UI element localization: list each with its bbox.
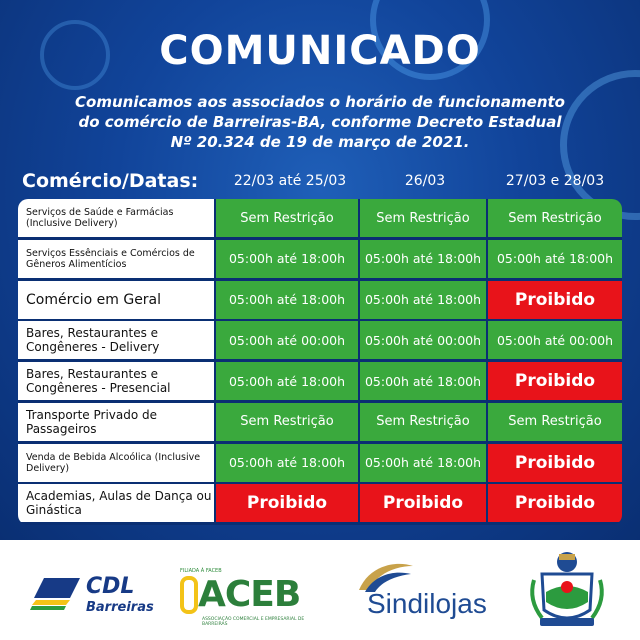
status-cell-allowed: 05:00h até 18:00h (216, 362, 358, 400)
status-cell-allowed: Sem Restrição (488, 403, 622, 441)
aceb-full-name: ASSOCIAÇÃO COMERCIAL E EMPRESARIAL DE BARREIRAS (202, 617, 305, 627)
header-date: 26/03 (404, 173, 446, 189)
cdl-city: Barreiras (86, 600, 154, 615)
status-cell-allowed: 05:00h até 00:00h (488, 321, 622, 359)
intro-line: Comunicamos aos associados o horário de funcionamento (75, 93, 565, 111)
aceb-mark-icon (180, 576, 198, 614)
cdl-logo (30, 540, 160, 640)
status-cell-allowed: 05:00h até 18:00h (360, 240, 486, 278)
page-title: COMUNICADO (159, 28, 481, 74)
status-cell-allowed: 05:00h até 18:00h (360, 362, 486, 400)
cdl-mark-icon (30, 578, 80, 610)
status-cell-prohibited: Proibido (488, 362, 622, 400)
status-cell-prohibited: Proibido (488, 444, 622, 482)
status-cell-prohibited: Proibido (488, 281, 622, 319)
intro-line: do comércio de Barreiras-BA, conforme Decreto Estadual (78, 113, 562, 131)
header-label: Comércio/Datas: (22, 170, 199, 192)
status-cell-prohibited: Proibido (360, 484, 486, 522)
table-row (18, 240, 622, 280)
status-cell-allowed: Sem Restrição (488, 199, 622, 237)
cdl-name: CDL (86, 574, 135, 599)
row-label: Serviços de Saúde e Farmácias (Inclusive Delivery) (18, 199, 214, 237)
header-date: 22/03 até 25/03 (233, 173, 347, 189)
status-cell-allowed: Sem Restrição (216, 199, 358, 237)
status-cell-allowed: 05:00h até 18:00h (360, 444, 486, 482)
schedule-table (18, 199, 622, 525)
table-row (18, 403, 622, 443)
status-cell-allowed: 05:00h até 18:00h (216, 444, 358, 482)
row-label: Comércio em Geral (18, 281, 214, 319)
row-label: Academias, Aulas de Dança ou Ginástica (18, 484, 214, 522)
table-row (18, 321, 622, 361)
header-date: 27/03 e 28/03 (505, 173, 605, 189)
status-cell-allowed: 05:00h até 18:00h (216, 281, 358, 319)
table-row (18, 444, 622, 484)
table-row (18, 281, 622, 321)
table-row (18, 199, 622, 239)
sindilojas-name: Sindilojas (367, 588, 487, 619)
intro-text (30, 92, 610, 152)
status-cell-allowed: 05:00h até 18:00h (488, 240, 622, 278)
row-label: Bares, Restaurantes e Congêneres - Presencial (18, 362, 214, 400)
table-row (18, 362, 622, 402)
intro-line: Nº 20.324 de 19 de março de 2021. (170, 133, 470, 151)
aceb-logo (180, 540, 325, 640)
row-label: Serviços Essênciais e Comércios de Gêneros Alimentícios (18, 240, 214, 278)
status-cell-allowed: 05:00h até 18:00h (360, 281, 486, 319)
status-cell-allowed: 05:00h até 00:00h (216, 321, 358, 359)
row-label: Venda de Bebida Alcoólica (Inclusive Delivery) (18, 444, 214, 482)
status-cell-prohibited: Proibido (216, 484, 358, 522)
status-cell-allowed: Sem Restrição (216, 403, 358, 441)
status-cell-allowed: Sem Restrição (360, 403, 486, 441)
footer-logos (0, 540, 640, 640)
row-label: Bares, Restaurantes e Congêneres - Delivery (18, 321, 214, 359)
table-header (0, 170, 640, 198)
aceb-tag: FILIADA À FACEB (180, 568, 222, 574)
row-label: Transporte Privado de Passageiros (18, 403, 214, 441)
aceb-name: ACEB (198, 574, 301, 615)
status-cell-allowed: 05:00h até 00:00h (360, 321, 486, 359)
status-cell-prohibited: Proibido (488, 484, 622, 522)
status-cell-allowed: Sem Restrição (360, 199, 486, 237)
status-cell-allowed: 05:00h até 18:00h (216, 240, 358, 278)
table-row (18, 484, 622, 524)
barreiras-coat-of-arms-icon (522, 540, 612, 640)
sindilojas-logo (355, 540, 505, 640)
